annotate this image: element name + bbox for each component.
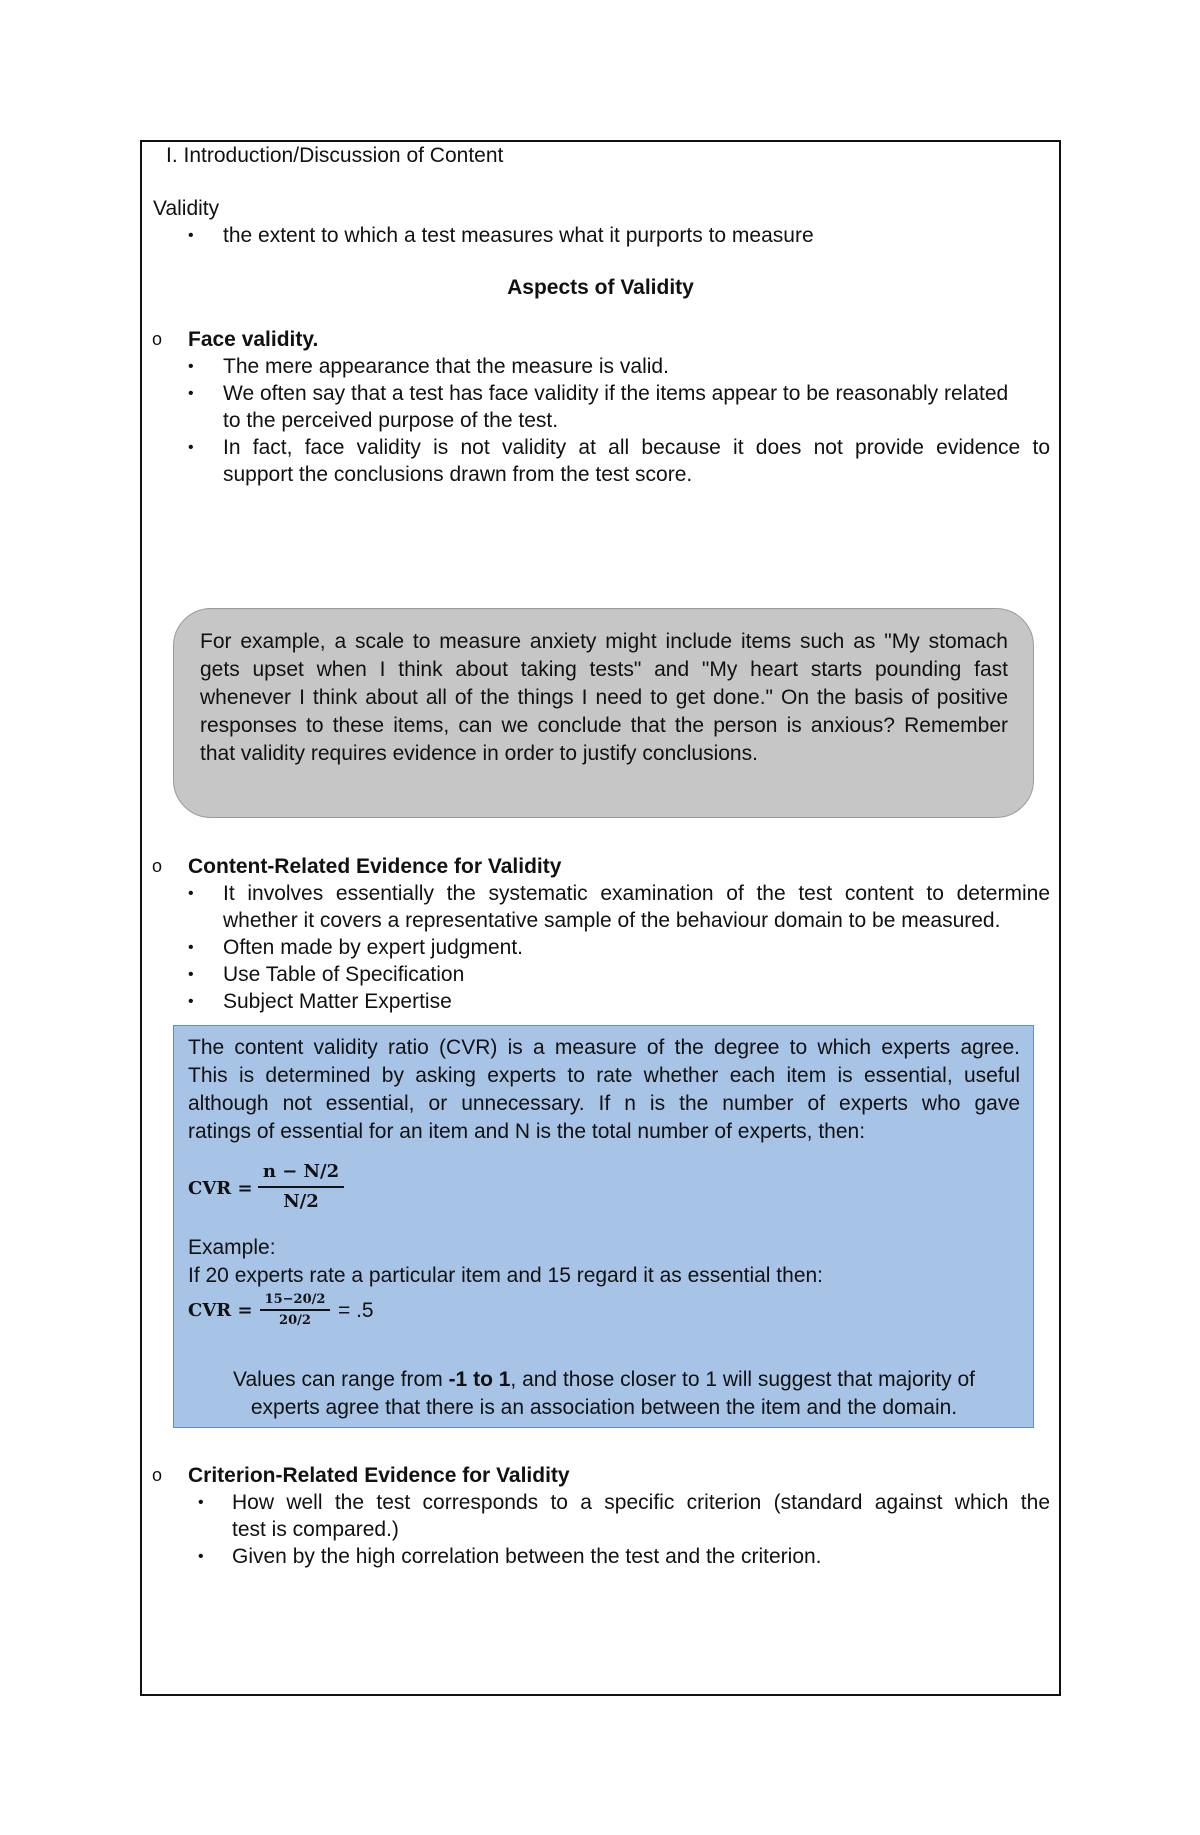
validity-term: Validity <box>153 197 220 220</box>
criterion-bullet-2: Given by the high correlation between the test and the criterion. <box>232 1545 822 1568</box>
circle-bullet-icon: o <box>152 856 163 876</box>
cvr-example-numerator: 15−20/2 <box>260 1290 330 1311</box>
cvr-line-1: The content validity ratio (CVR) is a measure of the degree to which experts agree. <box>188 1036 1020 1059</box>
content-bullet-2: Often made by expert judgment. <box>223 936 523 959</box>
example-line-3: whenever I think about all of the things I need to get done." On the basis of positive <box>200 686 1008 709</box>
face-bullet-1: The mere appearance that the measure is valid. <box>223 355 669 378</box>
example-line-5: that validity requires evidence in order to justify conclusions. <box>200 742 758 765</box>
bullet-icon: • <box>188 993 194 1010</box>
cvr-example-lhs: CVR = <box>188 1300 253 1321</box>
cvr-range-line-2: experts agree that there is an association between the item and the domain. <box>250 1396 958 1419</box>
content-bullet-4: Subject Matter Expertise <box>223 990 452 1013</box>
cvr-example-fraction <box>260 1290 330 1331</box>
criterion-bullet-1-cont: test is compared.) <box>232 1518 399 1541</box>
bullet-icon: • <box>188 439 194 456</box>
aspects-title: Aspects of Validity <box>507 276 694 299</box>
bullet-icon: • <box>188 885 194 902</box>
cvr-line-2: This is determined by asking experts to rate whether each item is essential, useful <box>188 1064 1020 1087</box>
face-validity-title: Face validity. <box>188 328 319 351</box>
bullet-icon: • <box>188 966 194 983</box>
cvr-formula-fraction <box>258 1158 344 1216</box>
cvr-line-3: although not essential, or unnecessary. If n is the number of experts who gave <box>188 1092 1020 1115</box>
face-bullet-2-cont: to the perceived purpose of the test. <box>223 409 559 432</box>
bullet-icon: • <box>188 358 194 375</box>
face-bullet-3: In fact, face validity is not validity at all because it does not provide evidence to <box>223 436 1050 459</box>
section-heading: I. Introduction/Discussion of Content <box>166 144 504 167</box>
example-line-4: responses to these items, can we conclude that the person is anxious? Remember <box>200 714 1008 737</box>
cvr-range-text-b: , and those closer to 1 will suggest that majority of <box>510 1368 975 1391</box>
bullet-icon: • <box>198 1548 204 1565</box>
cvr-example-denominator: 20/2 <box>279 1313 311 1328</box>
content-related-title: Content-Related Evidence for Validity <box>188 855 562 878</box>
face-bullet-2: We often say that a test has face validity if the items appear to be reasonably related <box>223 382 1009 405</box>
cvr-formula-lhs: CVR = <box>188 1178 253 1199</box>
content-bullet-3: Use Table of Specification <box>223 963 465 986</box>
cvr-formula-numerator: n − N/2 <box>258 1158 344 1188</box>
cvr-example-result: = .5 <box>338 1299 374 1322</box>
validity-definition: the extent to which a test measures what it purports to measure <box>223 224 814 247</box>
cvr-line-4: ratings of essential for an item and N is the total number of experts, then: <box>188 1120 866 1143</box>
bullet-icon: • <box>188 227 194 244</box>
bullet-icon: • <box>188 939 194 956</box>
face-bullet-3-cont: support the conclusions drawn from the test score. <box>223 463 693 486</box>
cvr-range-line-1 <box>188 1366 1020 1394</box>
criterion-related-title: Criterion-Related Evidence for Validity <box>188 1464 570 1487</box>
criterion-bullet-1: How well the test corresponds to a specific criterion (standard against which the <box>232 1491 1050 1514</box>
bullet-icon: • <box>188 385 194 402</box>
content-bullet-1-cont: whether it covers a representative sample of the behaviour domain to be measured. <box>223 909 1001 932</box>
circle-bullet-icon: o <box>152 329 163 349</box>
bullet-icon: • <box>198 1494 204 1511</box>
cvr-range-text-a: Values can range from <box>233 1368 449 1391</box>
content-bullet-1: It involves essentially the systematic examination of the test content to determine <box>223 882 1050 905</box>
cvr-formula-denominator: N/2 <box>283 1191 319 1212</box>
cvr-example-label: Example: <box>188 1236 276 1259</box>
example-line-2: gets upset when I think about taking tests" and "My heart starts pounding fast <box>200 658 1008 681</box>
cvr-example-text: If 20 experts rate a particular item and 15 regard it as essential then: <box>188 1264 824 1287</box>
circle-bullet-icon: o <box>152 1465 163 1485</box>
example-line-1: For example, a scale to measure anxiety might include items such as "My stomach <box>200 630 1008 653</box>
cvr-range-bold: -1 to 1 <box>448 1368 511 1391</box>
